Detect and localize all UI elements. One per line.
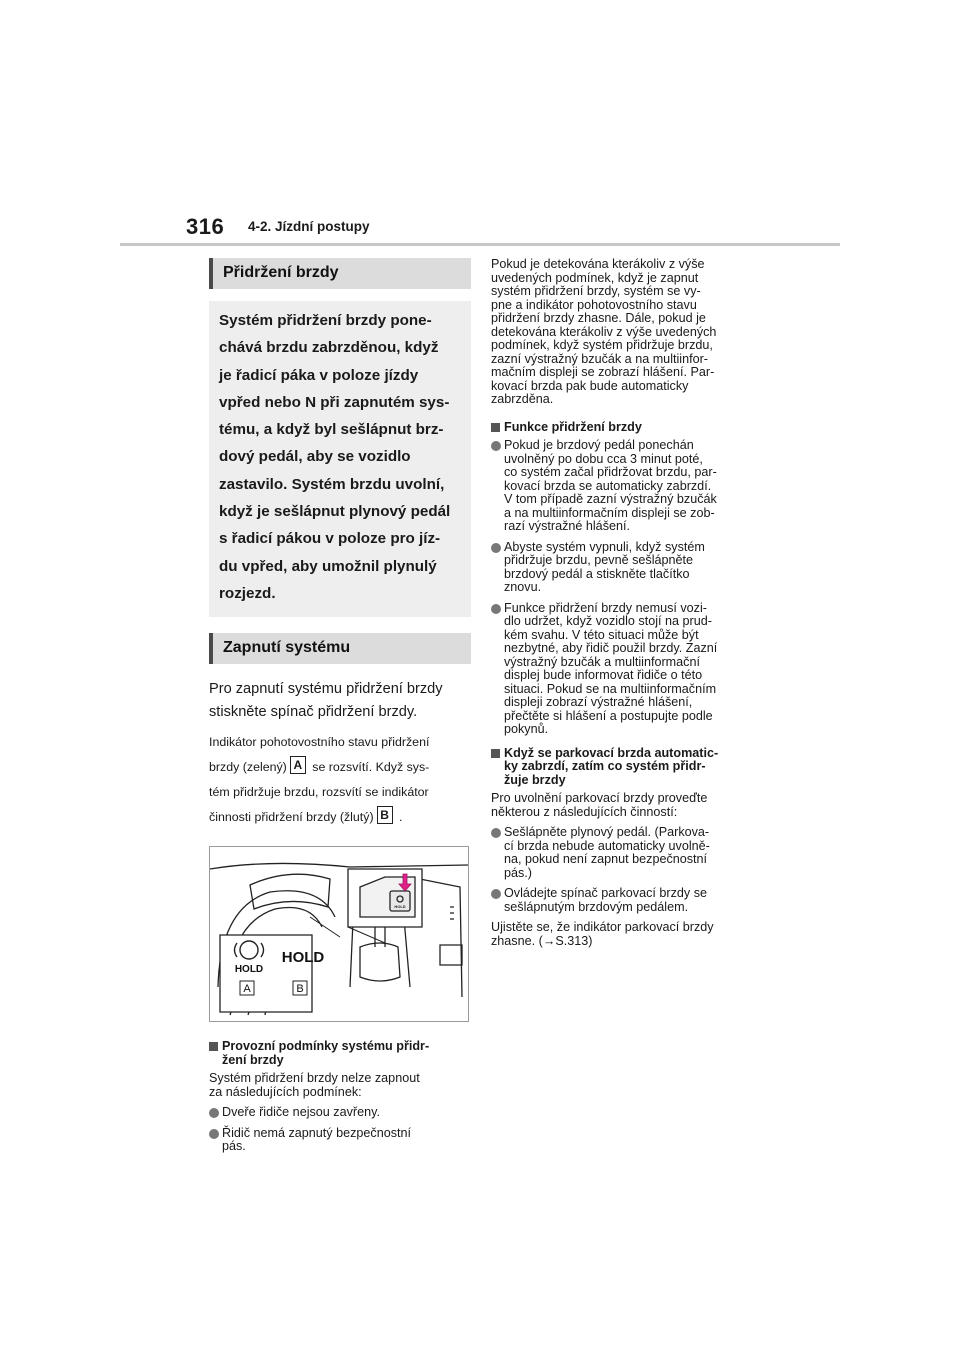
- bullet-line: situaci. Pokud se na multiinformačním: [504, 681, 717, 696]
- bullet-line: dlo udržet, když vozidlo stojí na prud-: [504, 614, 712, 628]
- round-bullet-icon: [209, 1129, 219, 1139]
- heading-line: Když se parkovací brzda automatic-: [504, 745, 719, 760]
- bullet-line: kém svahu. V této situaci může být: [504, 627, 699, 642]
- bullet-line: razí výstražné hlášení.: [504, 519, 630, 533]
- body-line: zazní výstražný bzučák a na multiinfor-: [491, 351, 708, 366]
- body-line: uvedených podmínek, když je zapnut: [491, 270, 699, 285]
- square-bullet-icon: [491, 749, 500, 758]
- body-line: mačním displeji se zobrazí hlášení. Par-: [491, 365, 715, 379]
- callout-line: [310, 917, 340, 937]
- round-bullet-icon: [209, 1108, 219, 1118]
- callout-line-2: [348, 927, 385, 943]
- heading-line: ky zabrzdí, zatím co systém přidr-: [504, 759, 706, 773]
- parking-intro: [491, 792, 751, 819]
- lead-paragraph: [209, 678, 471, 724]
- closing-paragraph: [491, 921, 751, 948]
- bullet-line: znovu.: [504, 580, 542, 594]
- summary-line: chává brzdu zabrzděnou, když: [219, 339, 439, 357]
- hold-button-text: HOLD: [394, 904, 406, 910]
- body-line: některou z následujících činností:: [491, 804, 678, 819]
- function-bullet: [491, 541, 751, 595]
- bullet-line: Funkce přidržení brzdy nemusí vozi-: [504, 600, 707, 615]
- indicator-text: brzdy (zelený): [209, 760, 287, 775]
- summary-line: Systém přidržení brzdy pone-: [219, 312, 432, 329]
- indicator-paragraph: [209, 730, 471, 830]
- bullet-line: Ovládejte spínač parkovací brzdy se: [504, 886, 708, 900]
- shifter-area: [360, 943, 400, 981]
- indicator-line: tém přidržuje brzdu, rozsvítí se indikátor: [209, 785, 429, 800]
- round-bullet-icon: [491, 889, 501, 899]
- indicator-inset: [220, 935, 312, 1012]
- section-title-enable-system: Zapnutí systému: [209, 633, 471, 664]
- body-line: Pokud je detekována kterákoliv z výše: [491, 257, 705, 271]
- bullet-line: a na multiinformačním displeji se zob-: [504, 505, 715, 520]
- summary-line: když je sešlápnut plynový pedál: [219, 503, 451, 521]
- body-line: přidržení brzdy zhasne. Dále, pokud je: [491, 311, 706, 325]
- conditions-block: [209, 1040, 471, 1154]
- body-line: podmínek, když systém přidržuje brzdu,: [491, 338, 713, 352]
- summary-box: [209, 301, 471, 617]
- bullet-line: Dveře řidiče nejsou zavřeny.: [222, 1105, 380, 1120]
- summary-line: vpřed nebo N při zapnutém sys-: [219, 393, 450, 411]
- right-column: [491, 258, 751, 955]
- round-bullet-icon: [491, 828, 501, 838]
- parking-bullet: [491, 826, 751, 880]
- bullet-line: nezbytné, aby řidič použil brzdy. Zazní: [504, 641, 718, 655]
- heading-line: Funkce přidržení brzdy: [504, 419, 642, 434]
- summary-line: du vpřed, aby umožnil plynulý: [219, 557, 437, 575]
- dash-outline: [210, 864, 468, 870]
- label-a-box: A: [290, 756, 306, 774]
- bullet-line: brzdový pedál a stiskněte tlačítko: [504, 566, 690, 581]
- indicator-line: [209, 805, 471, 830]
- summary-line: dový pedál, aby se vozidlo: [219, 448, 411, 466]
- bullet-line: sešlápnutým brzdovým pedálem.: [504, 899, 689, 914]
- bullet-line: Řidič nemá zapnutý bezpečnostní: [222, 1125, 412, 1140]
- condition-bullet: [209, 1127, 471, 1154]
- section-title-brake-hold: Přidržení brzdy: [209, 258, 471, 289]
- bullet-line: Sešlápněte plynový pedál. (Parkova-: [504, 825, 710, 839]
- body-line-page-reference: zhasne. (→S.313): [491, 933, 593, 948]
- meter-cluster: [250, 874, 330, 909]
- bullet-line: uvolněný po dobu cca 3 minut poté,: [504, 451, 703, 466]
- bullet-line: kovací brzda se automaticky zabrzdí.: [504, 478, 712, 493]
- hold-icon-label: HOLD: [234, 964, 264, 976]
- bullet-line: přidržuje brzdu, pevně sešlápněte: [504, 553, 694, 567]
- parking-heading: [491, 747, 751, 788]
- parking-bullet: [491, 887, 751, 914]
- left-column: [209, 258, 471, 1161]
- body-line: pne a indikátor pohotovostního stavu: [491, 297, 697, 312]
- summary-line: tému, a když byl sešlápnut brz-: [219, 421, 444, 439]
- body-line: Pro uvolnění parkovací brzdy proveďte: [491, 791, 708, 805]
- bullet-line: displej bude informovat řidiče o této: [504, 668, 703, 682]
- conditions-heading: [209, 1040, 471, 1067]
- bullet-line: V tom případě zazní výstražný bzučák: [504, 492, 717, 506]
- bullet-line: výstražný bzučák a multiinformační: [504, 654, 700, 669]
- bullet-line: přečtěte si hlášení a postupujte podle: [504, 708, 713, 723]
- heading-line: žuje brzdy: [504, 772, 566, 787]
- bullet-line: na, pokud není zapnut bezpečnostní: [504, 852, 708, 866]
- body-line: detekována kterákoliv z výše uvedených: [491, 324, 717, 339]
- round-bullet-icon: [491, 543, 501, 553]
- summary-line: zastavilo. Systém brzdu uvolní,: [219, 475, 445, 493]
- bullet-line: Pokud je brzdový pedál ponechán: [504, 438, 694, 452]
- body-line: zabrzděna.: [491, 392, 554, 406]
- heading-line: žení brzdy: [222, 1052, 284, 1067]
- side-control: [440, 945, 462, 965]
- indicator-text: činnosti přidržení brzdy (žlutý): [209, 810, 374, 825]
- square-bullet-icon: [209, 1042, 218, 1051]
- square-bullet-icon: [491, 423, 500, 432]
- bullet-line: pás.): [504, 865, 532, 880]
- hold-active-indicator-text: HOLD: [281, 949, 325, 967]
- bullet-line: co systém začal přidržovat brzdu, par-: [504, 465, 717, 479]
- indicator-text: .: [395, 810, 403, 825]
- figure-label-a: A: [243, 983, 251, 996]
- section-header: 4-2. Jízdní postupy: [248, 219, 370, 234]
- dashboard-drawing: [210, 847, 468, 1021]
- condition-bullet: [209, 1106, 471, 1120]
- body-line: kovací brzda pak bude automaticky: [491, 378, 689, 393]
- indicator-line: Indikátor pohotovostního stavu přidržení: [209, 735, 430, 750]
- summary-line: rozjezd.: [219, 584, 276, 602]
- bullet-line: Abyste systém vypnuli, když systém: [504, 539, 705, 554]
- bullet-line: cí brzda nebude automaticky uvolně-: [504, 838, 710, 853]
- summary-line: je řadicí páka v poloze jízdy: [219, 366, 419, 384]
- indicator-text: se rozsvítí. Když sys-: [308, 760, 430, 775]
- vents: [450, 907, 454, 919]
- page-number: 316: [186, 214, 225, 239]
- dashboard-illustration: [209, 846, 469, 1022]
- body-line: systém přidržení brzdy, systém se vy-: [491, 284, 701, 298]
- body-line: Systém přidržení brzdy nelze zapnout: [209, 1071, 420, 1086]
- function-bullet: [491, 439, 751, 534]
- functions-heading: [491, 421, 751, 435]
- figure-label-b: B: [296, 983, 304, 996]
- indicator-line: [209, 755, 471, 780]
- body-line: za následujících podmínek:: [209, 1084, 362, 1099]
- heading-line: Provozní podmínky systému přidr-: [222, 1039, 430, 1054]
- function-bullet: [491, 602, 751, 737]
- round-bullet-icon: [491, 604, 501, 614]
- lead-line: Pro zapnutí systému přidržení brzdy: [209, 681, 443, 698]
- label-b-box: B: [377, 806, 393, 824]
- bullet-line: displeji zobrazí výstražné hlášení,: [504, 695, 693, 709]
- summary-line: s řadicí pákou v poloze pro jíz-: [219, 530, 441, 548]
- conditions-intro: [209, 1072, 471, 1099]
- header-rule: [120, 243, 840, 246]
- round-bullet-icon: [491, 441, 501, 451]
- lead-line: stiskněte spínač přidržení brzdy.: [209, 704, 418, 721]
- intro-paragraph: [491, 258, 751, 407]
- bullet-line: pokynů.: [504, 722, 549, 736]
- bullet-line: pás.: [222, 1139, 246, 1154]
- body-line: Ujistěte se, že indikátor parkovací brzdy: [491, 920, 714, 934]
